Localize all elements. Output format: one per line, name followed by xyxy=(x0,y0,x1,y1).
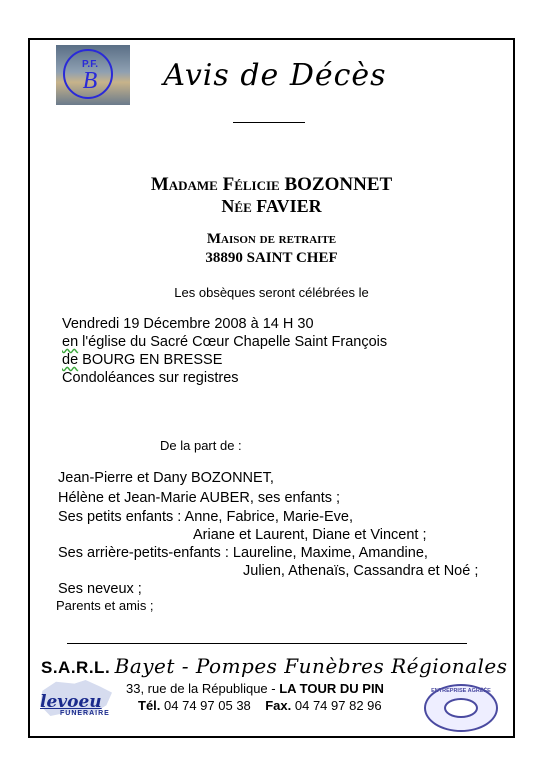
ceremony-city xyxy=(62,352,222,368)
family-line: Parents et amis ; xyxy=(56,598,154,613)
ceremony-church-prefix: en xyxy=(62,334,79,350)
seal-inner-emblem xyxy=(444,698,478,718)
address-city: LA TOUR DU PIN xyxy=(279,681,384,696)
logo-circle xyxy=(63,49,113,99)
family-line: Ses petits enfants : Anne, Fabrice, Marie-Eve, xyxy=(58,509,353,525)
footer-divider xyxy=(67,643,467,644)
levoeu-logo xyxy=(36,680,121,720)
ceremony-church xyxy=(62,334,387,350)
company-address xyxy=(126,681,384,696)
logo-letter: B xyxy=(82,68,98,94)
obseques-intro: Les obsèques seront célébrées le xyxy=(174,285,369,300)
company-contact xyxy=(138,698,382,713)
company-name xyxy=(41,654,508,678)
family-line: Ariane et Laurent, Diane et Vincent ; xyxy=(193,527,427,543)
residence-line2: 38890 SAINT CHEF xyxy=(205,250,338,266)
approved-company-seal xyxy=(424,684,498,732)
from-label: De la part de : xyxy=(160,438,242,453)
company-script-name: Bayet - Pompes Funèbres Régionales xyxy=(114,654,508,678)
notice-title: Avis de Décès xyxy=(163,58,387,93)
deceased-maiden-name: Née FAVIER xyxy=(221,196,322,216)
ceremony-condolences: Condoléances sur registres xyxy=(62,370,239,386)
family-line: Ses neveux ; xyxy=(58,581,142,597)
funeral-home-logo xyxy=(56,45,130,105)
levoeu-logo-subtext: FUNERAIRE xyxy=(60,710,110,717)
address-street: 33, rue de la République - xyxy=(126,681,280,696)
notice-frame xyxy=(28,38,515,738)
deceased-name: Madame Félicie BOZONNET xyxy=(150,174,393,195)
seal-text: ENTREPRISE AGRÉÉE xyxy=(431,688,491,694)
tel-number: 04 74 97 05 38 xyxy=(164,698,251,713)
fax-number: 04 74 97 82 96 xyxy=(294,698,382,713)
ceremony-city-rest: BOURG EN BRESSE xyxy=(78,352,223,368)
tel-label: Tél. xyxy=(138,698,161,713)
family-line: Hélène et Jean-Marie AUBER, ses enfants ; xyxy=(58,490,341,506)
family-line: Ses arrière-petits-enfants : Laureline, Maxime, Amandine, xyxy=(58,545,428,561)
ceremony-church-rest: l'église du Sacré Cœur Chapelle Saint François xyxy=(78,334,388,350)
ceremony-city-prefix: de xyxy=(62,352,79,368)
ceremony-date: Vendredi 19 Décembre 2008 à 14 H 30 xyxy=(62,316,314,332)
title-divider xyxy=(233,122,305,123)
fax-label: Fax. xyxy=(265,698,292,713)
family-line: Jean-Pierre et Dany BOZONNET, xyxy=(58,470,274,486)
company-prefix: S.A.R.L. xyxy=(41,658,111,677)
levoeu-logo-text: levoeu xyxy=(40,692,102,712)
logo-initials: P.F. xyxy=(82,59,98,70)
family-line: Julien, Athenaïs, Cassandra et Noé ; xyxy=(243,563,479,579)
residence-line1: Maison de retraite xyxy=(206,231,337,247)
